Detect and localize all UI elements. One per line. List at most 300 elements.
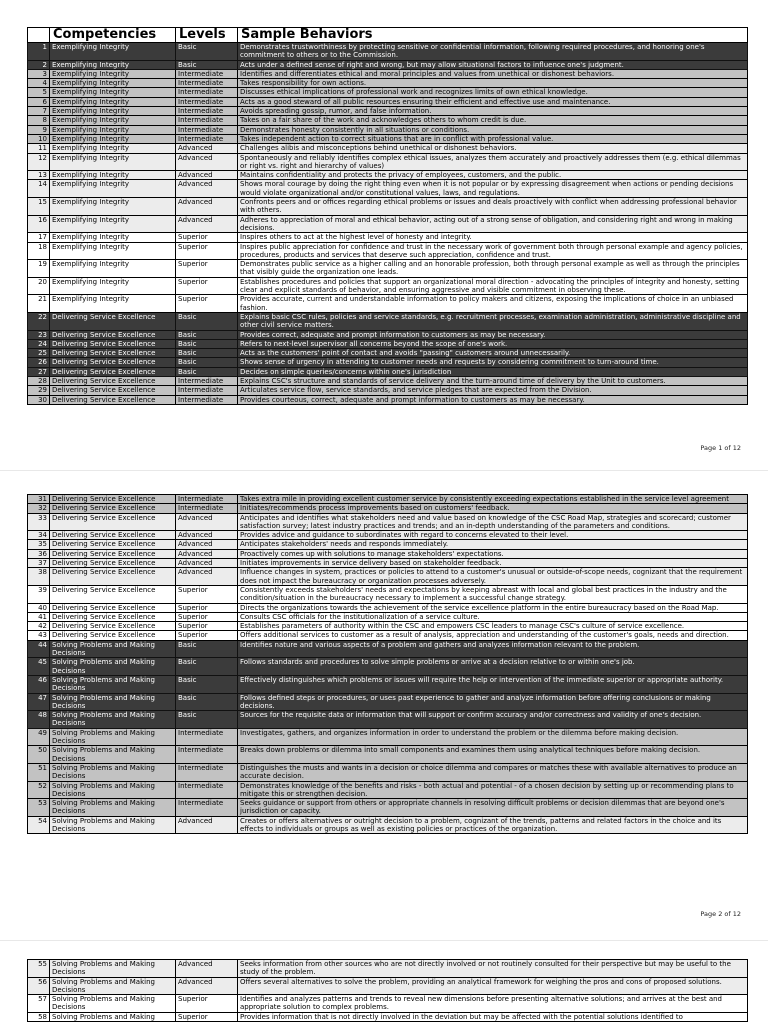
behavior-cell: Refers to next-level supervisor all concerns beyond the scope of one's work. (238, 339, 748, 348)
behavior-cell: Demonstrates knowledge of the benefits and risks - both actual and potential - of a chosen decision by setting up or recommending plans to mitigate this or strengthen decision. (238, 781, 748, 799)
competency-cell: Delivering Service Excellence (50, 559, 176, 568)
competency-cell: Exemplifying Integrity (50, 60, 176, 69)
row-number-cell: 44 (28, 640, 50, 658)
competency-cell: Solving Problems and Making Decisions (50, 995, 176, 1013)
competency-cell: Solving Problems and Making Decisions (50, 960, 176, 978)
competency-cell: Delivering Service Excellence (50, 330, 176, 339)
document-page-3 (0, 940, 768, 1025)
behavior-cell: Follows standards and procedures to solve simple problems or arrive at a decision relative to or within one's job. (238, 658, 748, 676)
competency-cell: Exemplifying Integrity (50, 153, 176, 171)
level-cell: Intermediate (176, 376, 238, 385)
row-number-cell: 40 (28, 603, 50, 612)
behavior-cell: Decides on simple queries/concerns within one's jurisdiction (238, 367, 748, 376)
competency-cell: Delivering Service Excellence (50, 504, 176, 513)
level-cell: Basic (176, 640, 238, 658)
competency-cell: Exemplifying Integrity (50, 97, 176, 106)
row-number-cell: 56 (28, 977, 50, 995)
behavior-cell: Challenges alibis and misconceptions behind unethical or dishonest behaviors. (238, 144, 748, 153)
behavior-cell: Seeks information from other sources who are not directly involved or not routinely consulted for their perspective but may be useful to the study of the problem. (238, 960, 748, 978)
behavior-cell: Provides information that is not directly involved in the deviation but may be affected with the potential solutions identified to (238, 1012, 748, 1021)
page-number: Page 2 of 12 (700, 910, 741, 918)
competency-cell: Exemplifying Integrity (50, 116, 176, 125)
table-row (28, 799, 748, 817)
competency-cell: Solving Problems and Making Decisions (50, 799, 176, 817)
table-row (28, 728, 748, 746)
competency-cell: Exemplifying Integrity (50, 43, 176, 61)
row-number-cell: 29 (28, 386, 50, 395)
row-number-cell: 16 (28, 215, 50, 233)
behavior-cell: Identifies and differentiates ethical and moral principles and values from unethical or dishonest behaviors. (238, 69, 748, 78)
header-competencies: Competencies (50, 28, 176, 43)
header-number (28, 28, 50, 43)
behavior-cell: Anticipates and identifies what stakeholders need and value based on knowledge of the CSC Road Map, strategies and scorecard; customer satisfaction survey; latest industry practices and trends; and an in-depth understanding of the parameters and conditions. (238, 513, 748, 531)
row-number-cell: 5 (28, 88, 50, 97)
table-row (28, 977, 748, 995)
behavior-cell: Takes extra mile in providing excellent customer service by consistently exceeding expectations established in the service level agreement (238, 495, 748, 504)
behavior-cell: Breaks down problems or dilemma into small components and examines them using analytical techniques before making decision. (238, 746, 748, 764)
competency-cell: Delivering Service Excellence (50, 339, 176, 348)
table-row (28, 816, 748, 834)
row-number-cell: 23 (28, 330, 50, 339)
row-number-cell: 4 (28, 79, 50, 88)
row-number-cell: 54 (28, 816, 50, 834)
table-row (28, 960, 748, 978)
row-number-cell: 42 (28, 622, 50, 631)
level-cell: Intermediate (176, 79, 238, 88)
row-number-cell: 3 (28, 69, 50, 78)
behavior-cell: Acts as a good steward of all public resources ensuring their efficient and effective use and maintenance. (238, 97, 748, 106)
behavior-cell: Identifies nature and various aspects of a problem and gathers and analyzes information relevant to the problem. (238, 640, 748, 658)
behavior-cell: Initiates improvements in service delivery based on stakeholder feedback. (238, 559, 748, 568)
competency-cell: Exemplifying Integrity (50, 180, 176, 198)
behavior-cell: Spontaneously and reliably identifies complex ethical issues, analyzes them accurately and proactively addresses them (e.g. ethical dilemmas or right vs. right and hierarchy of values) (238, 153, 748, 171)
competency-cell: Solving Problems and Making Decisions (50, 693, 176, 711)
table-row (28, 215, 748, 233)
table-row (28, 358, 748, 367)
behavior-cell: Seeks guidance or support from others or appropriate channels in resolving difficult problems or decision dilemmas that are beyond one's jurisdiction or capacity. (238, 799, 748, 817)
competency-cell: Exemplifying Integrity (50, 69, 176, 78)
behavior-cell: Influence changes in system, practices or policies to attend to a customer's unusual or outside-of-scope needs, cognizant that the requirement does not impact the bureaucracy or organization processes adversely. (238, 568, 748, 586)
row-number-cell: 6 (28, 97, 50, 106)
behavior-cell: Provides advice and guidance to subordinates with regard to concerns elevated to their level. (238, 531, 748, 540)
level-cell: Intermediate (176, 386, 238, 395)
row-number-cell: 8 (28, 116, 50, 125)
level-cell: Basic (176, 711, 238, 729)
level-cell: Basic (176, 339, 238, 348)
row-number-cell: 2 (28, 60, 50, 69)
table-row (28, 242, 748, 260)
row-number-cell: 32 (28, 504, 50, 513)
table-body (28, 43, 748, 405)
competency-cell: Solving Problems and Making Decisions (50, 711, 176, 729)
competency-cell: Delivering Service Excellence (50, 513, 176, 531)
table-row (28, 622, 748, 631)
table-row (28, 693, 748, 711)
behavior-cell: Provides courteous, correct, adequate and prompt information to customers as may be necessary. (238, 395, 748, 404)
level-cell: Intermediate (176, 69, 238, 78)
table-row (28, 640, 748, 658)
header-levels: Levels (176, 28, 238, 43)
behavior-cell: Acts under a defined sense of right and wrong, but may allow situational factors to influence one's judgment. (238, 60, 748, 69)
level-cell: Advanced (176, 144, 238, 153)
behavior-cell: Acts as the customers' point of contact and avoids "passing" customers around unnecessarily. (238, 349, 748, 358)
row-number-cell: 53 (28, 799, 50, 817)
table-row (28, 312, 748, 330)
row-number-cell: 45 (28, 658, 50, 676)
competency-cell: Exemplifying Integrity (50, 242, 176, 260)
row-number-cell: 28 (28, 376, 50, 385)
competency-cell: Solving Problems and Making Decisions (50, 658, 176, 676)
row-number-cell: 35 (28, 540, 50, 549)
competency-cell: Solving Problems and Making Decisions (50, 640, 176, 658)
table-row (28, 180, 748, 198)
behavior-cell: Explains basic CSC rules, policies and service standards, e.g. recruitment processes, examination administration, administrative discipline and other civil service matters. (238, 312, 748, 330)
row-number-cell: 55 (28, 960, 50, 978)
table-row (28, 531, 748, 540)
table-row (28, 116, 748, 125)
behavior-cell: Explains CSC's structure and standards of service delivery and the turn-around time of delivery by the Unit to customers. (238, 376, 748, 385)
level-cell: Advanced (176, 549, 238, 558)
competency-cell: Delivering Service Excellence (50, 612, 176, 621)
table-row (28, 330, 748, 339)
table-row (28, 79, 748, 88)
level-cell: Intermediate (176, 763, 238, 781)
competency-cell: Exemplifying Integrity (50, 260, 176, 278)
competency-cell: Exemplifying Integrity (50, 171, 176, 180)
row-number-cell: 48 (28, 711, 50, 729)
table-body (28, 495, 748, 834)
behavior-cell: Initiates/recommends process improvements based on customers' feedback. (238, 504, 748, 513)
competency-cell: Delivering Service Excellence (50, 367, 176, 376)
level-cell: Superior (176, 233, 238, 242)
behavior-cell: Sources for the requisite data or information that will support or confirm accuracy and/or correctness and validity of one's decision. (238, 711, 748, 729)
table-row (28, 612, 748, 621)
row-number-cell: 21 (28, 295, 50, 313)
behavior-cell: Adheres to appreciation of moral and ethical behavior, acting out of a strong sense of obligation, and considering right and wrong in making decisions. (238, 215, 748, 233)
table-row (28, 658, 748, 676)
competency-cell: Solving Problems and Making Decisions (50, 781, 176, 799)
level-cell: Superior (176, 612, 238, 621)
behavior-cell: Distinguishes the musts and wants in a decision or choice dilemma and compares or matches these with available alternatives to produce an accurate decision. (238, 763, 748, 781)
table-row (28, 711, 748, 729)
competency-cell: Exemplifying Integrity (50, 134, 176, 143)
competency-cell: Delivering Service Excellence (50, 585, 176, 603)
table-row (28, 376, 748, 385)
row-number-cell: 50 (28, 746, 50, 764)
level-cell: Intermediate (176, 728, 238, 746)
table-row (28, 1012, 748, 1021)
competency-cell: Exemplifying Integrity (50, 144, 176, 153)
row-number-cell: 36 (28, 549, 50, 558)
level-cell: Advanced (176, 559, 238, 568)
table-row (28, 134, 748, 143)
row-number-cell: 43 (28, 631, 50, 640)
competency-cell: Exemplifying Integrity (50, 295, 176, 313)
behavior-cell: Consults CSC officials for the institutionalization of a service culture. (238, 612, 748, 621)
row-number-cell: 31 (28, 495, 50, 504)
competency-cell: Exemplifying Integrity (50, 233, 176, 242)
level-cell: Advanced (176, 171, 238, 180)
level-cell: Advanced (176, 568, 238, 586)
row-number-cell: 49 (28, 728, 50, 746)
competency-cell: Delivering Service Excellence (50, 395, 176, 404)
competency-cell: Solving Problems and Making (50, 1012, 176, 1021)
behavior-cell: Articulates service flow, service standards, and service pledges that are expected from the Division. (238, 386, 748, 395)
table-row (28, 125, 748, 134)
level-cell: Intermediate (176, 746, 238, 764)
table-row (28, 153, 748, 171)
competency-table (27, 27, 748, 405)
behavior-cell: Directs the organizations towards the achievement of the service excellence platform in the entire bureaucracy based on the Road Map. (238, 603, 748, 612)
competency-cell: Exemplifying Integrity (50, 79, 176, 88)
table-header-row (28, 28, 748, 43)
level-cell: Advanced (176, 960, 238, 978)
competency-table (27, 959, 748, 1022)
level-cell: Advanced (176, 513, 238, 531)
behavior-cell: Investigates, gathers, and organizes information in order to understand the problem or the dilemma before making decision. (238, 728, 748, 746)
row-number-cell: 38 (28, 568, 50, 586)
behavior-cell: Provides correct, adequate and prompt information to customers as may be necessary. (238, 330, 748, 339)
page-number: Page 1 of 12 (700, 444, 741, 452)
row-number-cell: 12 (28, 153, 50, 171)
row-number-cell: 46 (28, 675, 50, 693)
competency-cell: Solving Problems and Making Decisions (50, 675, 176, 693)
competency-cell: Delivering Service Excellence (50, 349, 176, 358)
behavior-cell: Creates or offers alternatives or outright decision to a problem, cognizant of the trends, patterns and related factors in the choice and its effects to individuals or groups as well as existing policies or practices of the organization. (238, 816, 748, 834)
competency-cell: Exemplifying Integrity (50, 198, 176, 216)
behavior-cell: Takes responsibility for own actions. (238, 79, 748, 88)
level-cell: Superior (176, 603, 238, 612)
table-row (28, 339, 748, 348)
row-number-cell: 34 (28, 531, 50, 540)
level-cell: Basic (176, 675, 238, 693)
row-number-cell: 1 (28, 43, 50, 61)
level-cell: Superior (176, 242, 238, 260)
table-row (28, 395, 748, 404)
level-cell: Superior (176, 585, 238, 603)
competency-cell: Solving Problems and Making Decisions (50, 728, 176, 746)
table-row (28, 88, 748, 97)
behavior-cell: Demonstrates honesty consistently in all situations or conditions. (238, 125, 748, 134)
level-cell: Intermediate (176, 116, 238, 125)
competency-table (27, 494, 748, 834)
level-cell: Basic (176, 312, 238, 330)
competency-cell: Delivering Service Excellence (50, 495, 176, 504)
competency-cell: Solving Problems and Making Decisions (50, 746, 176, 764)
row-number-cell: 15 (28, 198, 50, 216)
behavior-cell: Takes independent action to correct situations that are in conflict with professional value. (238, 134, 748, 143)
table-row (28, 763, 748, 781)
competency-cell: Exemplifying Integrity (50, 277, 176, 295)
competency-cell: Exemplifying Integrity (50, 215, 176, 233)
row-number-cell: 18 (28, 242, 50, 260)
table-row (28, 171, 748, 180)
level-cell: Basic (176, 60, 238, 69)
table-row (28, 549, 748, 558)
row-number-cell: 20 (28, 277, 50, 295)
table-row (28, 995, 748, 1013)
row-number-cell: 10 (28, 134, 50, 143)
behavior-cell: Establishes parameters of authority within the CSC and empowers CSC leaders to manage CSC's culture of service excellence. (238, 622, 748, 631)
competency-cell: Exemplifying Integrity (50, 125, 176, 134)
table-row (28, 631, 748, 640)
behavior-cell: Discusses ethical implications of professional work and recognizes limits of own ethical knowledge. (238, 88, 748, 97)
competency-cell: Delivering Service Excellence (50, 312, 176, 330)
behavior-cell: Establishes procedures and policies that support an organizational moral direction - advocating the principles of integrity and honesty, setting clear and explicit standards of behavior, and ensuring aggressive and visible commitment in observing these. (238, 277, 748, 295)
level-cell: Advanced (176, 198, 238, 216)
table-row (28, 603, 748, 612)
competency-cell: Delivering Service Excellence (50, 631, 176, 640)
level-cell: Advanced (176, 816, 238, 834)
row-number-cell: 51 (28, 763, 50, 781)
row-number-cell: 26 (28, 358, 50, 367)
table-row (28, 495, 748, 504)
level-cell: Superior (176, 1012, 238, 1021)
competency-cell: Exemplifying Integrity (50, 88, 176, 97)
table-row (28, 386, 748, 395)
table-row (28, 349, 748, 358)
level-cell: Advanced (176, 531, 238, 540)
level-cell: Intermediate (176, 504, 238, 513)
level-cell: Basic (176, 330, 238, 339)
competency-cell: Delivering Service Excellence (50, 568, 176, 586)
table-row (28, 585, 748, 603)
level-cell: Intermediate (176, 799, 238, 817)
behavior-cell: Provides accurate, current and understandable information to policy makers and citizens, exposing the implications of choice in an unbiased fashion. (238, 295, 748, 313)
table-row (28, 69, 748, 78)
row-number-cell: 14 (28, 180, 50, 198)
behavior-cell: Demonstrates trustworthiness by protecting sensitive or confidential information, following required procedures, and honoring one's commitment to others or to the Commission. (238, 43, 748, 61)
row-number-cell: 37 (28, 559, 50, 568)
table-row (28, 559, 748, 568)
competency-cell: Delivering Service Excellence (50, 386, 176, 395)
document-page-2 (0, 470, 768, 941)
competency-cell: Delivering Service Excellence (50, 531, 176, 540)
row-number-cell: 7 (28, 107, 50, 116)
header-sample-behaviors: Sample Behaviors (238, 28, 748, 43)
level-cell: Basic (176, 367, 238, 376)
row-number-cell: 47 (28, 693, 50, 711)
row-number-cell: 9 (28, 125, 50, 134)
behavior-cell: Anticipates stakeholders' needs and responds immediately. (238, 540, 748, 549)
behavior-cell: Inspires others to act at the highest level of honesty and integrity. (238, 233, 748, 242)
table-row (28, 675, 748, 693)
behavior-cell: Confronts peers and or offices regarding ethical problems or issues and deals proactively with conflict when addressing professional behavior with others. (238, 198, 748, 216)
row-number-cell: 57 (28, 995, 50, 1013)
row-number-cell: 39 (28, 585, 50, 603)
competency-cell: Solving Problems and Making Decisions (50, 763, 176, 781)
level-cell: Intermediate (176, 781, 238, 799)
level-cell: Intermediate (176, 125, 238, 134)
behavior-cell: Identifies and analyzes patterns and trends to reveal new dimensions before presenting alternative solutions; and arrives at the best and appropriate solution to complex problems. (238, 995, 748, 1013)
table-row (28, 781, 748, 799)
table-body (28, 960, 748, 1022)
behavior-cell: Shows moral courage by doing the right thing even when it is not popular or by expressing disagreement when actions or pending decisions would violate organizational and/or constitutional values, laws, and regulations. (238, 180, 748, 198)
level-cell: Advanced (176, 540, 238, 549)
row-number-cell: 17 (28, 233, 50, 242)
level-cell: Intermediate (176, 134, 238, 143)
row-number-cell: 24 (28, 339, 50, 348)
table-row (28, 367, 748, 376)
table-row (28, 746, 748, 764)
row-number-cell: 13 (28, 171, 50, 180)
row-number-cell: 27 (28, 367, 50, 376)
level-cell: Superior (176, 295, 238, 313)
level-cell: Superior (176, 260, 238, 278)
behavior-cell: Offers additional services to customer as a result of analysis, appreciation and understanding of the customer's goals, needs and direction. (238, 631, 748, 640)
competency-cell: Solving Problems and Making Decisions (50, 977, 176, 995)
level-cell: Advanced (176, 153, 238, 171)
row-number-cell: 11 (28, 144, 50, 153)
behavior-cell: Avoids spreading gossip, rumor, and false information. (238, 107, 748, 116)
row-number-cell: 25 (28, 349, 50, 358)
competency-cell: Delivering Service Excellence (50, 358, 176, 367)
behavior-cell: Takes on a fair share of the work and acknowledges others to whom credit is due. (238, 116, 748, 125)
table-row (28, 60, 748, 69)
row-number-cell: 41 (28, 612, 50, 621)
table-row (28, 233, 748, 242)
table-row (28, 198, 748, 216)
behavior-cell: Inspires public appreciation for confidence and trust in the necessary work of government both through personal example and agency policies, procedures, products and services that deserve such appreciation, confidence and trust. (238, 242, 748, 260)
table-row (28, 107, 748, 116)
table-row (28, 97, 748, 106)
table-row (28, 504, 748, 513)
behavior-cell: Consistently exceeds stakeholders' needs and expectations by keeping abreast with local and global best practices in the industry and the condition/situation in the bureaucracy necessary to implement a successful change strategy. (238, 585, 748, 603)
level-cell: Advanced (176, 977, 238, 995)
level-cell: Intermediate (176, 97, 238, 106)
level-cell: Advanced (176, 180, 238, 198)
competency-cell: Delivering Service Excellence (50, 376, 176, 385)
level-cell: Basic (176, 43, 238, 61)
table-row (28, 568, 748, 586)
row-number-cell: 52 (28, 781, 50, 799)
level-cell: Intermediate (176, 107, 238, 116)
table-row (28, 144, 748, 153)
level-cell: Advanced (176, 215, 238, 233)
level-cell: Superior (176, 277, 238, 295)
level-cell: Basic (176, 349, 238, 358)
document-page-1 (0, 0, 768, 470)
competency-cell: Delivering Service Excellence (50, 603, 176, 612)
behavior-cell: Effectively distinguishes which problems or issues will require the help or intervention of the immediate superior or appropriate authority. (238, 675, 748, 693)
competency-cell: Exemplifying Integrity (50, 107, 176, 116)
behavior-cell: Maintains confidentiality and protects the privacy of employees, customers, and the public. (238, 171, 748, 180)
table-row (28, 540, 748, 549)
behavior-cell: Demonstrates public service as a higher calling and an honorable profession, both through personal example as well as through the principles that visibly guide the organization one leads. (238, 260, 748, 278)
competency-cell: Delivering Service Excellence (50, 549, 176, 558)
level-cell: Superior (176, 631, 238, 640)
row-number-cell: 19 (28, 260, 50, 278)
level-cell: Basic (176, 358, 238, 367)
level-cell: Intermediate (176, 495, 238, 504)
row-number-cell: 33 (28, 513, 50, 531)
table-row (28, 260, 748, 278)
row-number-cell: 58 (28, 1012, 50, 1021)
behavior-cell: Offers several alternatives to solve the problem, providing an analytical framework for weighing the pros and cons of proposed solutions. (238, 977, 748, 995)
competency-cell: Delivering Service Excellence (50, 540, 176, 549)
table-row (28, 43, 748, 61)
competency-cell: Solving Problems and Making Decisions (50, 816, 176, 834)
behavior-cell: Shows sense of urgency in attending to customer needs and requests by considering commitment to turn-around time. (238, 358, 748, 367)
level-cell: Basic (176, 658, 238, 676)
row-number-cell: 30 (28, 395, 50, 404)
table-row (28, 277, 748, 295)
table-row (28, 513, 748, 531)
behavior-cell: Proactively comes up with solutions to manage stakeholders' expectations. (238, 549, 748, 558)
behavior-cell: Follows defined steps or procedures, or uses past experience to gather and analyze information before offering conclusions or making decisions. (238, 693, 748, 711)
level-cell: Intermediate (176, 395, 238, 404)
level-cell: Superior (176, 995, 238, 1013)
